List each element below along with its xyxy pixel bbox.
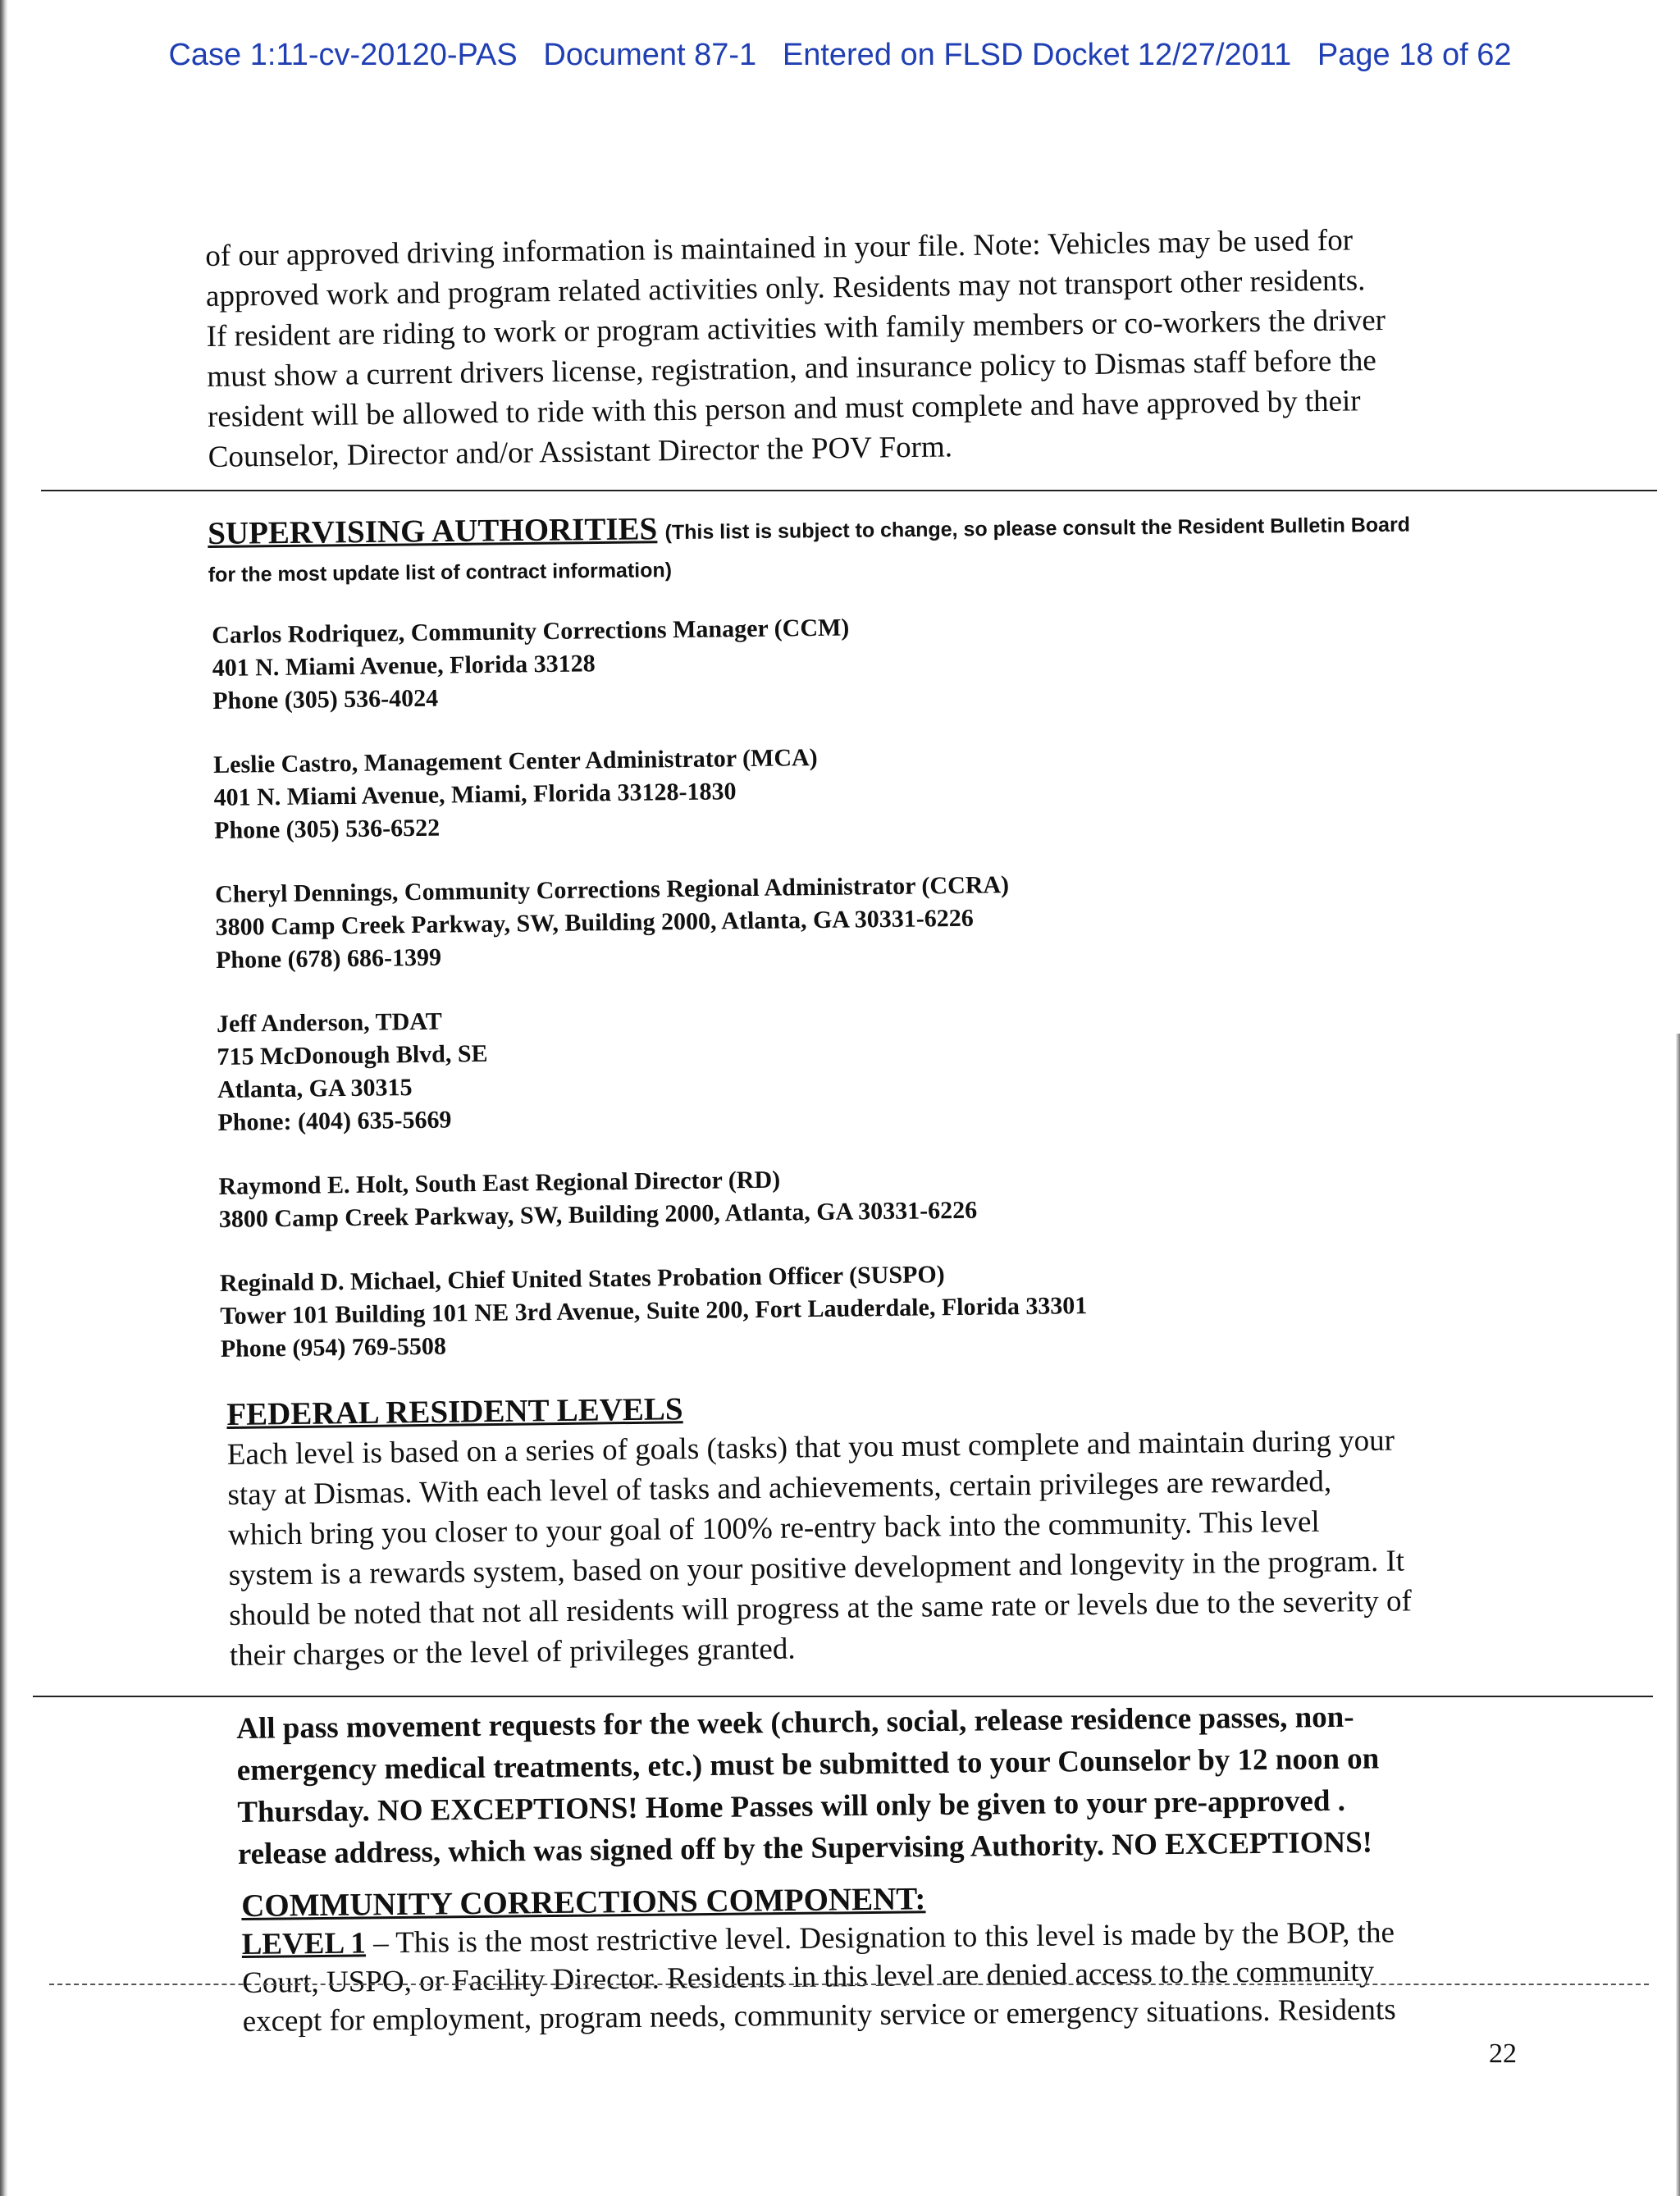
contact-line: Leslie Castro, Management Center Administrator (MCA)	[212, 743, 818, 778]
contact-line: Tower 101 Building 101 NE 3rd Avenue, Suite 200, Fort Lauderdale, Florida 33301	[220, 1292, 1088, 1330]
contact-line: Reginald D. Michael, Chief United States Probation Officer (SUSPO)	[219, 1261, 945, 1297]
federal-levels-line: which bring you closer to your goal of 100% re-entry back into the community. This level	[227, 1504, 1320, 1552]
contact-line: Jeff Anderson, TDAT	[216, 1007, 442, 1038]
intro-line: Counselor, Director and/or Assistant Director the POV Form.	[208, 430, 953, 474]
intro-line: approved work and program related activities only. Residents may not transport other residents.	[205, 263, 1366, 313]
intro-paragraph	[205, 220, 1387, 477]
pass-movement-line: Thursday. NO EXCEPTIONS! Home Passes will only be given to your pre-approved .	[237, 1783, 1346, 1829]
contact-line: 715 McDonough Blvd, SE	[217, 1039, 488, 1071]
contact-line: Phone: (404) 635-5669	[217, 1106, 452, 1136]
scan-edge-shadow	[0, 0, 7, 2196]
contact-entry	[212, 609, 1080, 718]
section-divider	[41, 490, 1657, 491]
contact-entry	[213, 738, 1081, 847]
supervising-note: (This list is subject to change, so please consult the Resident Bulletin Board	[664, 513, 1411, 545]
contact-entry	[220, 1257, 1088, 1366]
community-heading: COMMUNITY CORRECTIONS COMPONENT:	[241, 1881, 926, 1924]
contact-line: Phone (678) 686-1399	[215, 943, 442, 974]
federal-levels-line: Each level is based on a series of goals (tasks) that you must complete and maintain during your	[226, 1423, 1395, 1472]
contact-line: Phone (305) 536-4024	[212, 684, 439, 714]
scan-fold-line	[49, 1984, 1649, 1985]
contact-line: 3800 Camp Creek Parkway, SW, Building 2000, Atlanta, GA 30331-6226	[218, 1196, 978, 1233]
pass-movement-line: All pass movement requests for the week (church, social, release residence passes, non-	[236, 1700, 1354, 1746]
contact-line: Phone (305) 536-6522	[213, 814, 441, 844]
contact-line: 401 N. Miami Avenue, Miami, Florida 33128-1830	[213, 778, 737, 811]
federal-levels-section	[226, 1380, 1413, 1676]
intro-line: If resident are riding to work or program activities with family members or co-workers the driver	[206, 303, 1386, 354]
page-number: 22	[1489, 2038, 1517, 2069]
intro-line: of our approved driving information is maintained in your file. Note: Vehicles may be used for	[205, 223, 1354, 273]
level-line: Court, USPO, or Facility Director. Residents in this level are denied access to the community	[242, 1954, 1375, 2000]
federal-levels-line: should be noted that not all residents will progress at the same rate or levels due to the severity of	[229, 1584, 1413, 1632]
contact-line: Phone (954) 769-5508	[220, 1332, 447, 1363]
federal-levels-line: their charges or the level of privileges granted.	[229, 1632, 796, 1673]
community-section	[241, 1874, 1396, 2041]
pass-movement-line: release address, which was signed off by the Supervising Authority. NO EXCEPTIONS!	[237, 1825, 1373, 1871]
contact-line: Raymond E. Holt, South East Regional Director (RD)	[218, 1166, 781, 1200]
contact-line: Carlos Rodriquez, Community Corrections Manager (CCM)	[212, 614, 850, 649]
supervising-heading: SUPERVISING AUTHORITIES	[208, 511, 658, 551]
level-line: – This is the most restrictive level. Designation to this level is made by the BOP, the	[365, 1915, 1395, 1961]
scan-edge-shadow-right	[1676, 1034, 1680, 2196]
section-divider	[33, 1696, 1653, 1697]
contact-line: Atlanta, GA 30315	[217, 1074, 413, 1103]
contact-line: 401 N. Miami Avenue, Florida 33128	[212, 650, 596, 682]
federal-levels-line: system is a rewards system, based on your positive development and longevity in the program. It	[228, 1544, 1405, 1592]
supervising-note: for the most update list of contract information)	[208, 559, 673, 587]
pass-movement-notice	[236, 1696, 1381, 1875]
contact-list	[212, 609, 1089, 1397]
contact-entry	[215, 868, 1083, 977]
federal-levels-line: stay at Dismas. With each level of tasks and achievements, certain privileges are rewarded,	[227, 1464, 1332, 1512]
federal-levels-heading: FEDERAL RESIDENT LEVELS	[226, 1391, 683, 1432]
level-label: LEVEL 1	[241, 1926, 367, 1961]
contact-line: 3800 Camp Creek Parkway, SW, Building 2000, Atlanta, GA 30331-6226	[215, 904, 975, 941]
contact-entry	[217, 998, 1085, 1139]
contact-entry	[218, 1160, 1086, 1236]
intro-line: must show a current drivers license, registration, and insurance policy to Dismas staff before the	[207, 344, 1377, 394]
pass-movement-line: emergency medical treatments, etc.) must be submitted to your Counselor by 12 noon on	[236, 1742, 1380, 1787]
docket-header-stamp: Case 1:11-cv-20120-PAS Document 87-1 Entered on FLSD Docket 12/27/2011 Page 18 of 62	[168, 38, 1512, 72]
contact-line: Cheryl Dennings, Community Corrections Regional Administrator (CCRA)	[214, 871, 1010, 908]
level-line: except for employment, program needs, community service or emergency situations. Residents	[242, 1993, 1396, 2038]
supervising-heading-block	[208, 503, 1411, 594]
intro-line: resident will be allowed to ride with this person and must complete and have approved by their	[207, 384, 1361, 434]
